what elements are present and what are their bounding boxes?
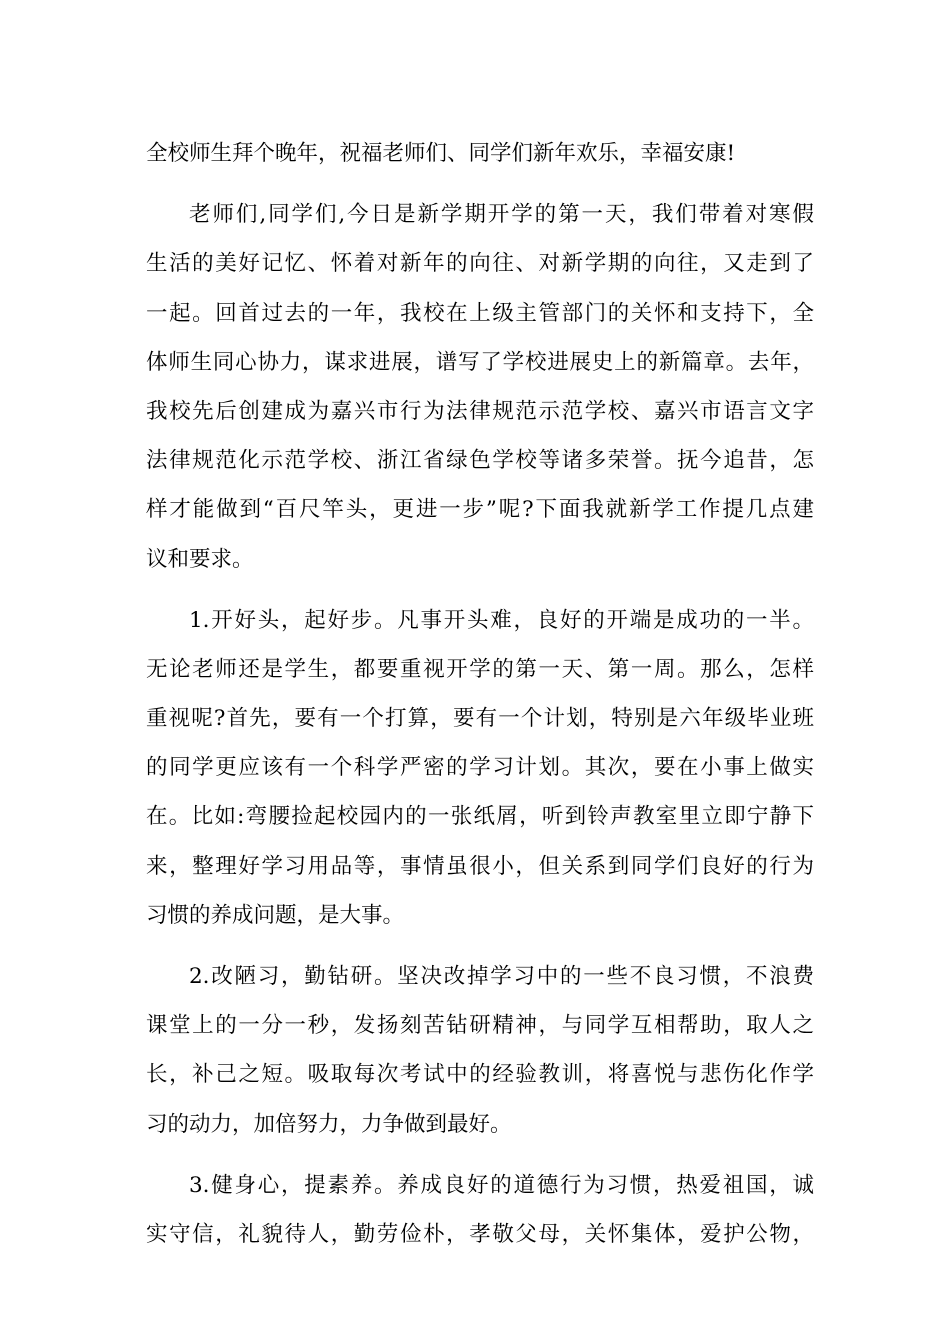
text-line: 重视呢?首先，要有一个打算，要有一个计划，特别是六年级毕业班 <box>146 706 814 732</box>
text-line: 来，整理好学习用品等，事情虽很小，但关系到同学们良好的行为 <box>146 853 814 879</box>
text-line: 生活的美好记忆、怀着对新年的向往、对新学期的向往，又走到了 <box>146 251 814 277</box>
text-line: 在。比如:弯腰捡起校园内的一张纸屑，听到铃声教室里立即宁静下 <box>146 804 814 830</box>
text-line: 习的动力，加倍努力，力争做到最好。 <box>146 1111 512 1137</box>
text-line: 习惯的养成问题，是大事。 <box>146 902 405 928</box>
text-line: 议和要求。 <box>146 546 254 572</box>
paragraph-start-line: 2.改陋习，勤钻研。坚决改掉学习中的一些不良习惯，不浪费 <box>189 964 814 989</box>
text-line: 体师生同心协力，谋求进展，谱写了学校进展史上的新篇章。去年， <box>146 349 814 375</box>
text-line: 我校先后创建成为嘉兴市行为法律规范示范学校、嘉兴市语言文字 <box>146 398 814 424</box>
document-body <box>146 129 814 1259</box>
text-line: 无论老师还是学生，都要重视开学的第一天、第一周。那么，怎样 <box>146 656 814 682</box>
text-line: 的同学更应该有一个科学严密的学习计划。其次，要在小事上做实 <box>146 755 814 781</box>
text-line: 长，补己之短。吸取每次考试中的经验教训，将喜悦与悲伤化作学 <box>146 1062 814 1088</box>
text-line: 样才能做到“百尺竿头，更进一步”呢?下面我就新学工作提几点建 <box>146 497 814 523</box>
text-line: 法律规范化示范学校、浙江省绿色学校等诸多荣誉。抚今追昔，怎 <box>146 448 814 474</box>
text-line: 一起。回首过去的一年，我校在上级主管部门的关怀和支持下，全 <box>146 300 814 326</box>
paragraph-start-line: 老师们,同学们,今日是新学期开学的第一天，我们带着对寒假 <box>189 202 814 228</box>
paragraph-start-line: 3.健身心，提素养。养成良好的道德行为习惯，热爱祖国，诚 <box>189 1172 814 1198</box>
text-line: 实守信，礼貌待人，勤劳俭朴，孝敬父母，关怀集体，爱护公物， <box>146 1221 814 1247</box>
text-line: 全校师生拜个晚年，祝福老师们、同学们新年欢乐，幸福安康! <box>146 141 736 166</box>
text-line: 课堂上的一分一秒，发扬刻苦钻研精神，与同学互相帮助，取人之 <box>146 1013 814 1039</box>
paragraph-start-line: 1.开好头，起好步。凡事开头难，良好的开端是成功的一半。 <box>189 607 814 633</box>
